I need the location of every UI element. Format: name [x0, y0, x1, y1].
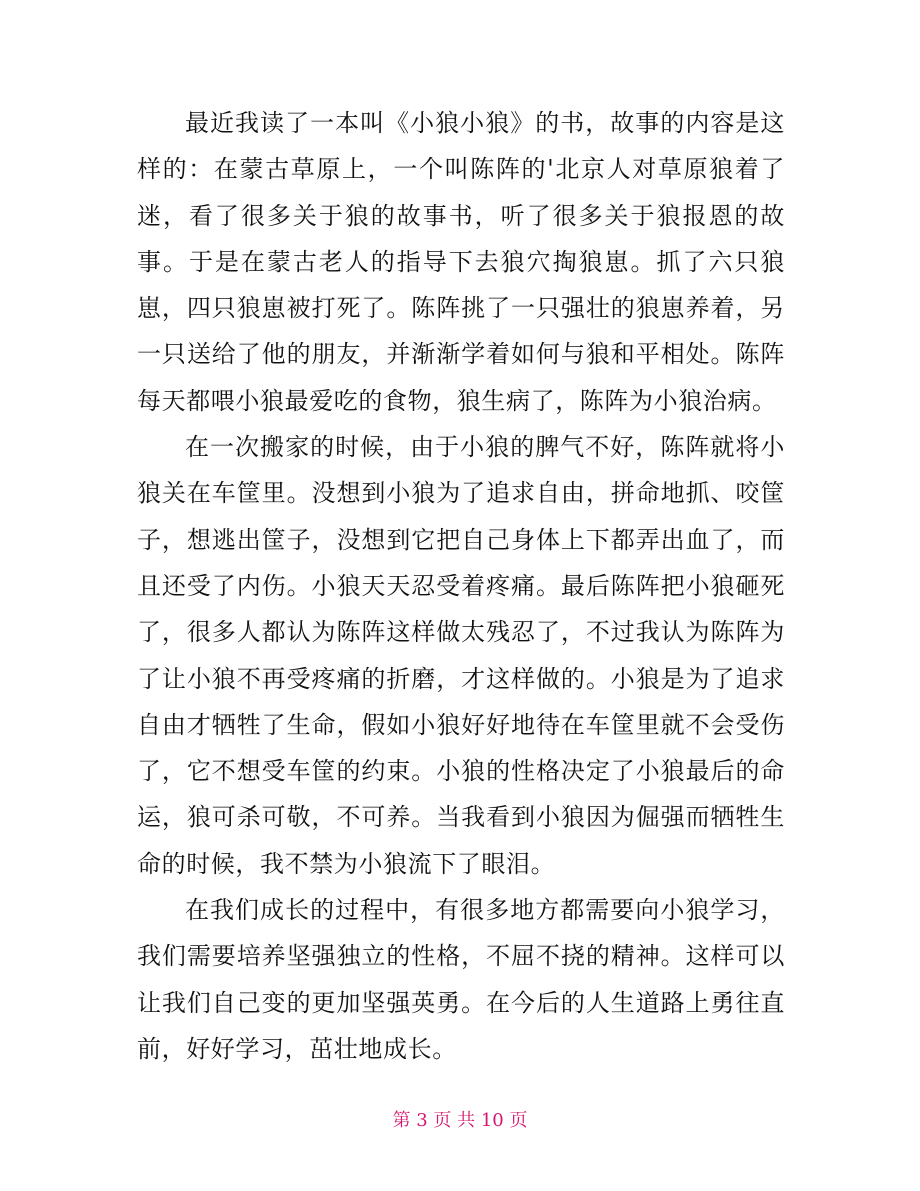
paragraph-2: 在一次搬家的时候，由于小狼的脾气不好，陈阵就将小狼关在车筐里。没想到小狼为了追求自由，拼命地抓、咬筐子，想逃出筐子，没想到它把自己身体上下都弄出血了，而且还受了内伤。小狼天天忍受着疼痛。最后陈阵把小狼砸死了，很多人都认为陈阵这样做太残忍了，不过我认为陈阵为了让小狼不再受疼痛的折磨，才这样做的。小狼是为了追求自由才牺牲了生命，假如小狼好好地待在车筐里就不会受伤了，它不想受车筐的约束。小狼的性格决定了小狼最后的命运，狼可杀可敬，不可养。当我看到小狼因为倔强而牺牲生命的时候，我不禁为小狼流下了眼泪。	[137, 433, 785, 878]
paragraph-3: 在我们成长的过程中，有很多地方都需要向小狼学习，我们需要培养坚强独立的性格，不屈不挠的精神。这样可以让我们自己变的更加坚强英勇。在今后的人生道路上勇往直前，好好学习，茁壮地成长。	[137, 896, 785, 1063]
paragraph-1: 最近我读了一本叫《小狼小狼》的书，故事的内容是这样的：在蒙古草原上，一个叫陈阵的'北京人对草原狼着了迷，看了很多关于狼的故事书，听了很多关于狼报恩的故事。于是在蒙古老人的指导下去狼穴掏狼崽。抓了六只狼崽，四只狼崽被打死了。陈阵挑了一只强壮的狼崽养着，另一只送给了他的朋友，并渐渐学着如何与狼和平相处。陈阵每天都喂小狼最爱吃的食物，狼生病了，陈阵为小狼治病。	[137, 109, 785, 415]
document-body	[137, 100, 785, 1072]
page-number-footer: 第 3 页 共 10 页	[392, 1110, 528, 1131]
